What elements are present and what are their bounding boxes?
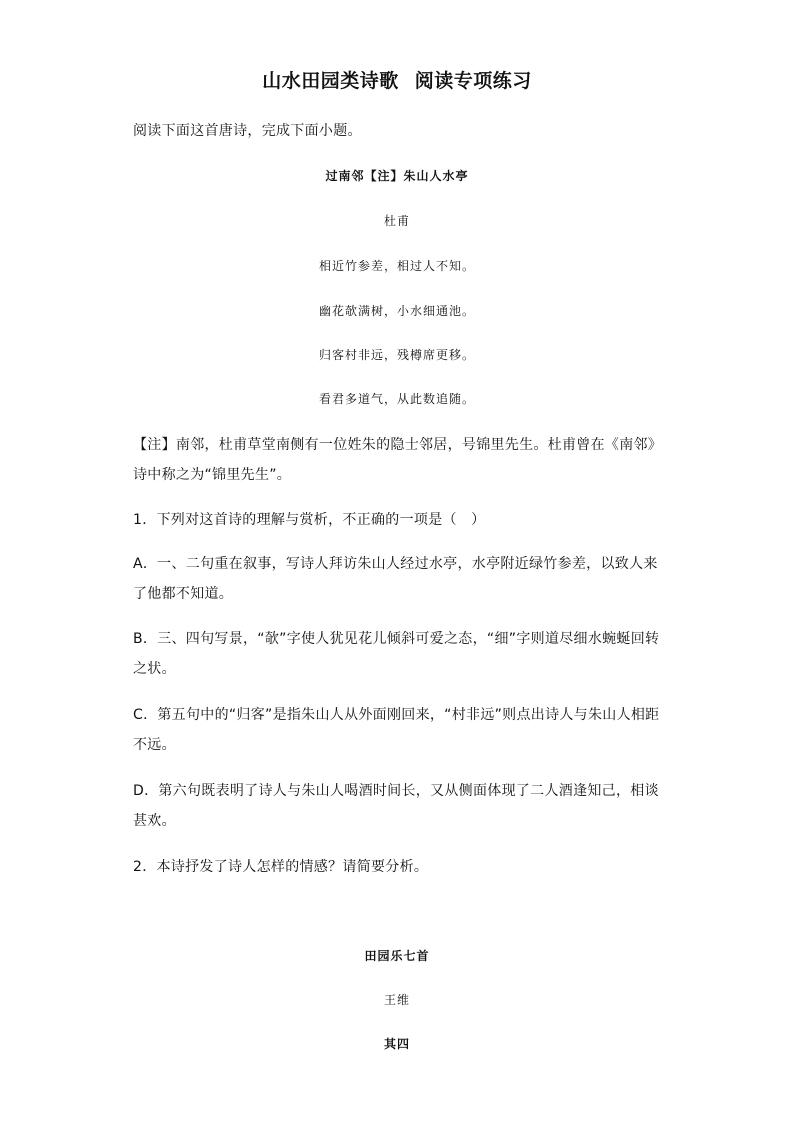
intro-text: 阅读下面这首唐诗，完成下面小题。 <box>133 123 362 139</box>
question-1-option-d: D．第六句既表明了诗人与朱山人喝酒时间长，又从侧面体现了二人酒逢知己，相谈甚欢。 <box>133 783 659 829</box>
title-main: 山水田园类诗歌 <box>262 70 399 92</box>
poem1-line: 相近竹参差，相过人不知。 <box>318 259 475 273</box>
poem1-line: 看君多道气，从此数追随。 <box>318 392 475 406</box>
annotation-note: 【注】南邻，杜甫草堂南侧有一位姓朱的隐士邻居，号锦里先生。杜甫曾在《南邻》诗中称之为“锦里先生”。 <box>133 437 663 483</box>
question-1-option-c: C．第五句中的“归客”是指朱山人从外面刚回来，“村非远”则点出诗人与朱山人相距不远。 <box>133 707 660 753</box>
question-1-option-b: B．三、四句写景，“欹”字使人犹见花儿倾斜可爱之态，“细”字则道尽细水蜿蜒回转之状。 <box>133 631 660 677</box>
question-1-stem: 1．下列对这首诗的理解与赏析，不正确的一项是（ ） <box>133 512 486 528</box>
question-2-stem: 2．本诗抒发了诗人怎样的情感？请简要分析。 <box>133 859 429 875</box>
poem1-author: 杜甫 <box>383 214 410 228</box>
question-1-option-a: A．一、二句重在叙事，写诗人拜访朱山人经过水亭，水亭附近绿竹参差，以致人来了他都不知道。 <box>133 556 658 602</box>
poem2-subtitle: 其四 <box>383 1037 410 1051</box>
title-sub: 阅读专项练习 <box>414 70 532 92</box>
poem2-title: 田园乐七首 <box>364 949 430 963</box>
poem1-line: 幽花欹满树，小水细通池。 <box>318 304 475 318</box>
page-title <box>0 66 794 93</box>
poem2-author: 王维 <box>383 993 410 1007</box>
poem1-title: 过南邻【注】朱山人水亭 <box>325 169 469 183</box>
poem1-line: 归客村非远，残樽席更移。 <box>318 348 475 362</box>
